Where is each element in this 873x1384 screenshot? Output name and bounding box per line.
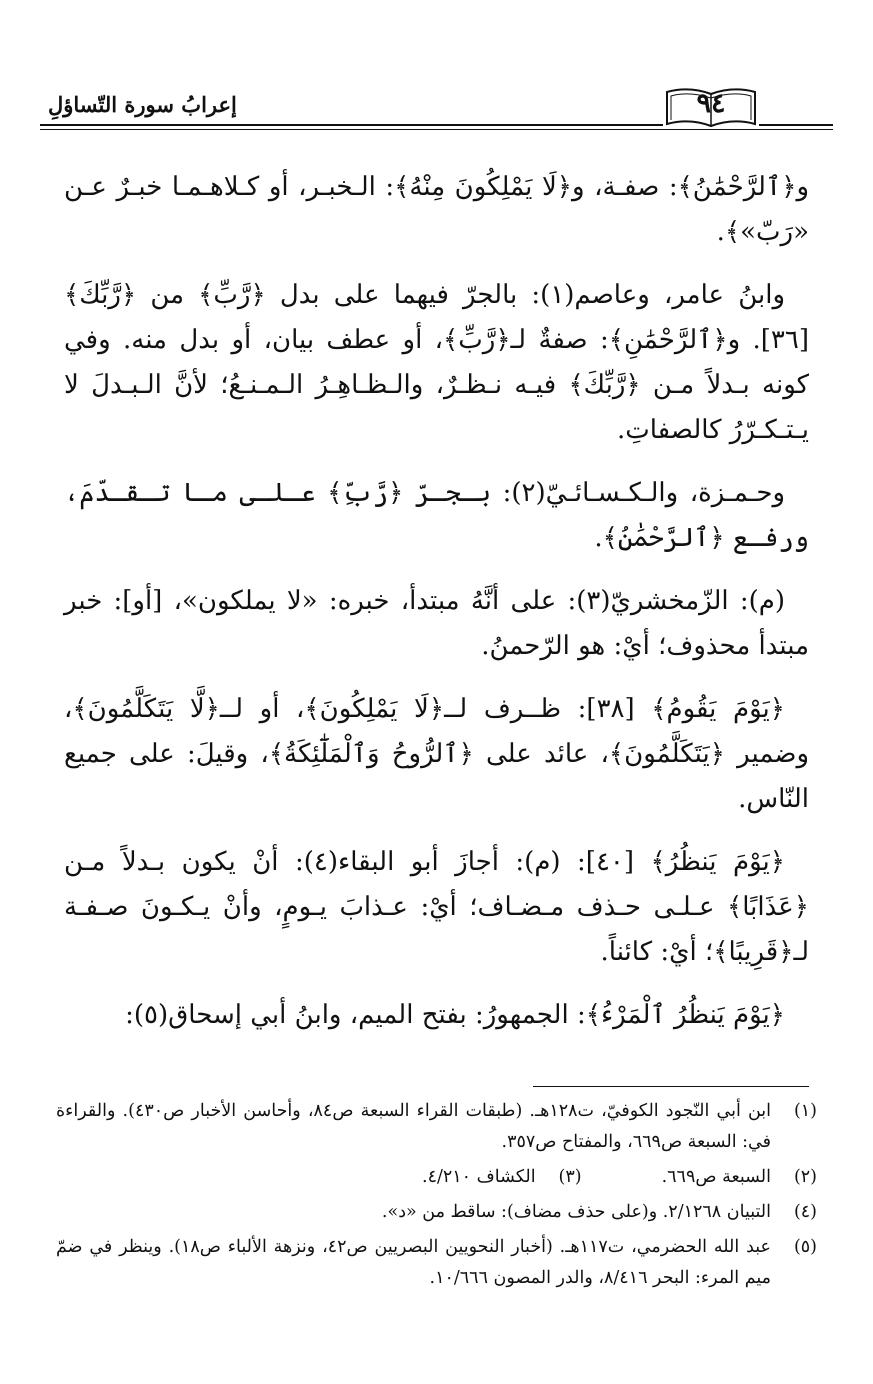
footnote-text: الكشاف ٤/٢١٠.	[421, 1167, 536, 1187]
paragraph-1: و﴿ٱلرَّحْمَٰنُ﴾: صفـة، و﴿لَا يَمْلِكُونَ مِنْهُ﴾: الـخبـر، أو كـلاهـمـا خبـرٌ عـن «رَبّ»﴾.	[64, 172, 809, 247]
footnote-row-2-3	[56, 1162, 817, 1193]
footnote-number: (١)	[793, 1101, 817, 1121]
page-number: ٩٤	[696, 88, 726, 119]
page-header	[40, 78, 833, 138]
footnote-text: السبعة ص٦٦٩.	[661, 1167, 771, 1187]
main-text	[64, 165, 809, 1056]
running-title: إعرابُ سورة التّساؤلِ	[40, 92, 241, 117]
footnote-number: (٥)	[793, 1237, 817, 1257]
footnote-2	[662, 1162, 817, 1193]
footnote-text: عبد الله الحضرمي، ت١١٧هـ. (أخبار النحويين البصريين ص٤٢، ونزهة الألباء ص١٨). وينظر في ضمّ ميم المرء: البحر ٨/٤١٦، والدر المصون ١٠/٦٦٦.	[56, 1237, 771, 1288]
footnote-separator	[533, 1086, 809, 1087]
footnote-text: ابن أبي النّجود الكوفيّ، ت١٢٨هـ. (طبقات القراء السبعة ص٨٤، وأحاسن الأخبار ص٤٣٠). والقراءة في: السبعة ص٦٦٩، والمفتاح ص٣٥٧.	[56, 1101, 771, 1152]
paragraph-5: ﴿يَوْمَ يَقُومُ﴾ [٣٨]: ظــرف لــ﴿لَا يَمْلِكُونَ﴾، أو لــ﴿لَّا يَتَكَلَّمُونَ﴾، وضمير ﴿يَتَكَلَّمُونَ﴾، عائد على ﴿ٱلرُّوحُ وَٱلْمَلَٰٓئِكَةُ﴾، وقيلَ: على جميع النّاس.	[64, 694, 809, 814]
paragraph-4: (م): الزّمخشريّ(٣): على أنَّهُ مبتدأ، خبره: «لا يملكون»، [أو]: خبر مبتدأ محذوف؛ أيْ: هو الرّحمنُ.	[64, 586, 809, 661]
footnote-number: (٣)	[558, 1167, 582, 1187]
footnote-4	[56, 1197, 817, 1228]
footnote-text: التبيان ٢/١٢٦٨. و(على حذف مضاف): ساقط من «د».	[381, 1202, 771, 1222]
paragraph-7: ﴿يَوْمَ يَنظُرُ ٱلْمَرْءُ﴾: الجمهورُ: بفتح الميم، وابنُ أبي إسحاق(٥):	[125, 1000, 785, 1030]
footnote-3	[422, 1162, 582, 1193]
footnote-number: (٤)	[793, 1202, 817, 1222]
footnote-number: (٢)	[793, 1167, 817, 1187]
footnote-5	[56, 1232, 817, 1294]
open-book-icon	[663, 84, 759, 128]
paragraph-3: وحـمـزة، والـكـسـائـيّ(٢): بـجـرّ ﴿رَّبِّ﴾ عـلـى مـا تـقـدّمَ، ورفـع ﴿ٱلرَّحْمَٰنُ﴾.	[64, 478, 809, 553]
paragraph-6: ﴿يَوْمَ يَنظُرُ﴾ [٤٠]: (م): أجازَ أبو البقاء(٤): أنْ يكون بـدلاً مـن ﴿عَذَابًا﴾ عـلـى حـذف مـضـاف؛ أيْ: عـذابَ يـومٍ، وأنْ يـكـونَ صـفـة لـ﴿قَرِيبًا﴾؛ أيْ: كائناً.	[64, 847, 809, 967]
footnote-1	[56, 1096, 817, 1158]
paragraph-2: وابنُ عامر، وعاصم(١): بالجرّ فيهما على بدل ﴿رَّبِّ﴾ من ﴿رَّبِّكَ﴾ [٣٦]. و﴿ٱلرَّحْمَٰنِ﴾: صفةٌ لـ﴿رَّبِّ﴾، أو عطف بيان، أو بدل منه. وفي كونه بـدلاً مـن ﴿رَّبِّكَ﴾ فيـه نـظـرٌ، والـظـاهِـرُ الـمـنـعُ؛ لأنَّ الـبـدلَ لا يـتـكـرّرُ كالصفاتِ.	[64, 280, 809, 445]
footnotes	[56, 1096, 817, 1298]
